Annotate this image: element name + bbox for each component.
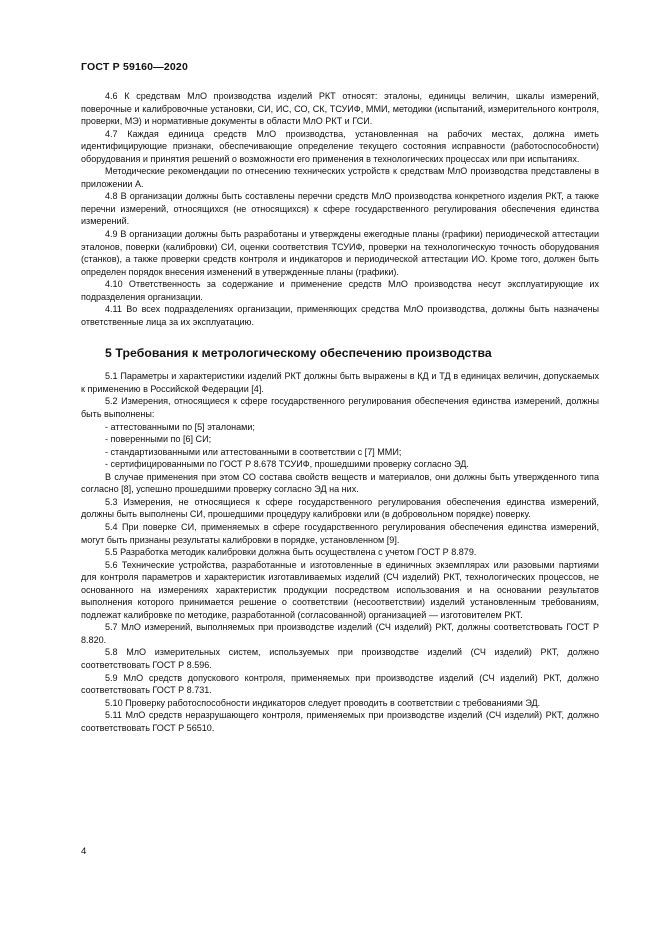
paragraph-5-11: 5.11 МлО средств неразрушающего контроля, применяемых при производстве изделий (СЧ изделий) РКТ, должно соответствовать ГОСТ Р 56510. [81,710,599,733]
page-number: 4 [81,846,87,857]
paragraph-5-8: 5.8 МлО измерительных систем, используемых при производстве изделий (СЧ изделий) РКТ, должно соответствовать ГОСТ Р 8.596. [81,647,599,670]
paragraph-4-6: 4.6 К средствам МлО производства изделий РКТ относят: эталоны, единицы величин, шкалы измерений, поверочные и калибровочные установки, СИ, ИС, СО, СК, ТСУИФ, ММИ, методики (испытаний, измерительного контроля, проверки, МЭ) и нормативные документы в области МлО РКТ и ГСИ. [81,91,599,127]
paragraph-5-5: 5.5 Разработка методик калибровки должна быть осуществлена с учетом ГОСТ Р 8.879. [105,547,477,558]
page-body [81,90,599,734]
paragraph-5-2-note: В случае применения при этом СО состава свойств веществ и материалов, они должны быть утвержденного типа согласно [8], успешно прошедшими проверку согласно ЭД на них. [81,471,599,495]
list-item: - стандартизованными или аттестованными в соответствии с [7] ММИ; [105,446,402,457]
paragraph-5-6: 5.6 Технические устройства, разработанные и изготовленные в единичных экземплярах или разовыми партиями для контроля параметров и характеристик изготавливаемых изделий (СЧ изделий) РКТ, технологических процессов, не основанного на измерениях характеристик продукции посредством использования и на основании результатов выполнения которого принимается решение о соответствии (несоответствии) изделий установленным требованиям, подлежат калибровке по методике, разработанной (согласованной) организацией — изготовителем РКТ. [81,559,599,620]
paragraph-5-7: 5.7 МлО измерений, выполняемых при производстве изделий (СЧ изделий) РКТ, должны соответствовать ГОСТ Р 8.820. [81,622,599,645]
list-item: - аттестованными по [5] эталонами; [105,421,255,432]
section-5-heading: 5 Требования к метрологическому обеспечению производства [105,346,492,361]
paragraph-4-8: 4.8 В организации должны быть составлены перечни средств МлО производства конкретного изделия РКТ, а также перечни измерений, относящихся (не относящихся) к сфере государственного регулирования обеспечения единства измерений. [81,191,599,227]
paragraph-5-3: 5.3 Измерения, не относящиеся к сфере государственного регулирования обеспечения единства измерений, должны быть выполнены СИ, прошедшими процедуру калибровки или (в добровольном порядке) поверку. [81,496,599,520]
paragraph-5-9: 5.9 МлО средств допускового контроля, применяемых при производстве изделий (СЧ изделий) РКТ, должно соответствовать ГОСТ Р 8.731. [81,672,599,696]
paragraph-5-4: 5.4 При поверке СИ, применяемых в сфере государственного регулирования обеспечения единства измерений, могут быть признаны результаты калибровки в порядке, установленном [9]. [81,521,599,545]
document-header: ГОСТ Р 59160—2020 [81,61,189,73]
list-item: - сертифицированными по ГОСТ Р 8.678 ТСУИФ, прошедшими проверку согласно ЭД. [105,459,469,470]
paragraph-4-11: 4.11 Во всех подразделениях организации, применяющих средства МлО производства, должны быть назначены ответственные лица за их эксплуатацию. [81,304,599,327]
paragraph-4-9: 4.9 В организации должны быть разработаны и утверждены ежегодные планы (графики) периодической аттестации эталонов, поверки (калибровки) СИ, оценки соответствия ТСУИФ, проверки на технологическую точность оборудования (станков), а также проверки средств контроля и индикаторов и периодической аттестации ИО. Кроме того, должен быть определен порядок внесения изменений в утвержденные планы (графики). [81,229,599,277]
paragraph-4-10: 4.10 Ответственность за содержание и применение средств МлО производства несут эксплуатирующие их подразделения организации. [81,279,599,302]
paragraph-4-7-note: Методические рекомендации по отнесению технических устройств к средствам МлО производства представлены в приложении А. [81,166,599,189]
paragraph-5-10: 5.10 Проверку работоспособности индикаторов следует проводить в соответствии с требованиями ЭД. [105,697,541,708]
paragraph-5-2: 5.2 Измерения, относящиеся к сфере государственного регулирования обеспечения единства измерений, должны быть выполнены: [81,396,599,420]
paragraph-4-7: 4.7 Каждая единица средств МлО производства, установленная на рабочих местах, должна иметь идентифицирующие признаки, обеспечивающие определение текущего состояния исправности (работоспособности) оборудования и принятия решений о возможности его применения в технологических процессах или при испытаниях. [81,128,599,164]
paragraph-5-1: 5.1 Параметры и характеристики изделий РКТ должны быть выражены в КД и ТД в единицах величин, допускаемых к применению в Российской Федерации [4]. [81,371,599,394]
list-item: - поверенными по [6] СИ; [105,434,212,445]
